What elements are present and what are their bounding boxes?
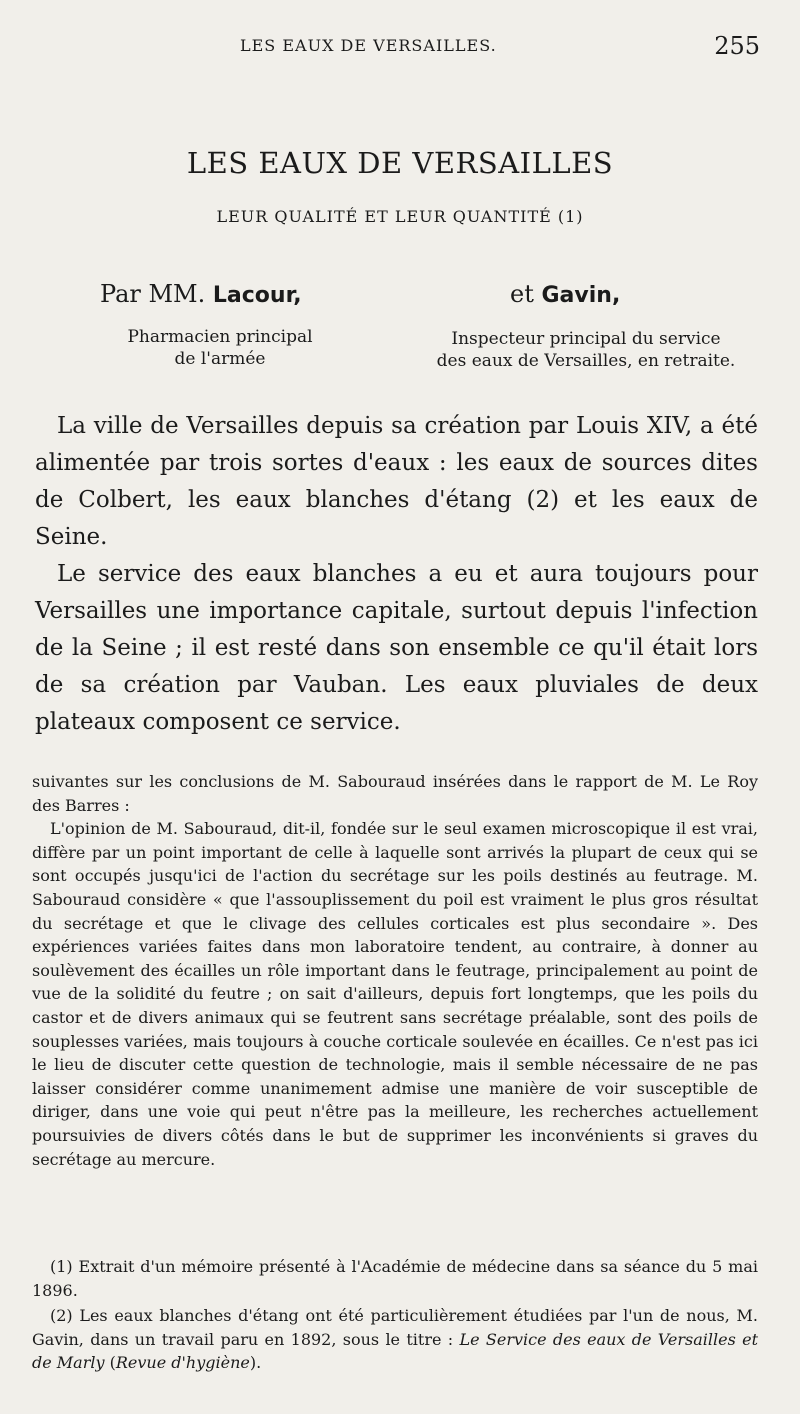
- inserted-text: [32, 770, 758, 1171]
- author-2-affiliation: [405, 328, 767, 372]
- author-2-affiliation-line-1: Inspecteur principal du service: [451, 329, 721, 349]
- author-1-affiliation: [100, 326, 340, 370]
- paragraph-2: Le service des eaux blanches a eu et aura toujours pour Versailles une importance capitale, surtout depuis l'infection de la Seine ; il est resté dans son ensemble ce qu'il était lors de sa création par Vauban. Les eaux pluviales de deux plateaux composent ce service.: [35, 561, 758, 735]
- author-2-name: Gavin,: [541, 283, 621, 308]
- article-title: LES EAUX DE VERSAILLES: [186, 146, 614, 180]
- footnote-2-paren-open: (: [104, 1353, 116, 1372]
- footnote-2: [32, 1304, 758, 1375]
- author-2-prefix: et: [510, 280, 534, 308]
- article-subtitle: LEUR QUALITÉ ET LEUR QUANTITÉ (1): [216, 207, 584, 226]
- author-2: [510, 280, 620, 308]
- footnote-2-italic-title: Le Service des eaux de Versailles et de Marly: [32, 1329, 758, 1372]
- main-text: [35, 408, 758, 741]
- footnote-1: (1) Extrait d'un mémoire présenté à l'Académie de médecine dans sa séance du 5 mai 1896.: [32, 1257, 758, 1300]
- footnote-2-journal: Revue d'hygiène: [115, 1353, 250, 1372]
- inserted-paragraph-2: L'opinion de M. Sabouraud, dit-il, fondée sur le seul examen microscopique il est vrai, diffère par un point important de celle à laquelle sont arrivés la plupart de ceux qui se sont occupés jusqu'ici de l'action du secrétage sur les poils destinés au feutrage. M. Sabouraud considère « que l'assouplissement du poil est vraiment le plus gros résultat du secrétage et que le clivage des cellules corticales est plus secondaire ». Des expériences variées faites dans mon laboratoire tendent, au contraire, à donner au soulèvement des écailles un rôle important dans le feutrage, principalement au point de vue de la solidité du feutre ; on sait d'ailleurs, depuis fort longtemps, que les poils du castor et de divers animaux qui se feutrent sans secrétage préalable, sont des poils de souplesses variées, mais toujours à couche corticale soulevée en écailles. Ce n'est pas ici le lieu de discuter cette question de technologie, mais il semble nécessaire de ne pas laisser considérer comme unanimement admise une manière de voir susceptible de diriger, dans une voie qui peut n'être pas la meilleure, les recherches actuellement poursuivies de divers côtés dans le but de supprimer les inconvénients si graves du secrétage au mercure.: [32, 819, 758, 1169]
- footnote-2-text: (2) Les eaux blanches d'étang ont été particulièrement étudiées par l'un de nous, M. Gavin, dans un travail paru en 1892, sous le titre :: [32, 1306, 758, 1349]
- paragraph-1: La ville de Versailles depuis sa création par Louis XIV, a été alimentée par trois sortes d'eaux : les eaux de sources dites de Colbert, les eaux blanches d'étang (2) et les eaux de Seine.: [35, 413, 758, 550]
- inserted-paragraph-1: suivantes sur les conclusions de M. Sabouraud insérées dans le rapport de M. Le Roy des Barres :: [32, 772, 758, 815]
- author-1-name: Lacour,: [212, 283, 302, 308]
- author-1-affiliation-line-1: Pharmacien principal: [127, 327, 313, 347]
- author-2-affiliation-line-2: des eaux de Versailles, en retraite.: [436, 351, 736, 371]
- page-number: 255: [714, 32, 760, 60]
- author-1: [100, 280, 302, 308]
- running-title: LES EAUX DE VERSAILLES.: [240, 36, 497, 55]
- author-1-prefix: Par MM.: [100, 280, 206, 308]
- footnote-2-end: ).: [249, 1353, 262, 1372]
- running-header: [0, 32, 800, 60]
- footnotes: [32, 1255, 758, 1377]
- author-1-affiliation-line-2: de l'armée: [174, 349, 266, 369]
- authors-block: [0, 280, 800, 380]
